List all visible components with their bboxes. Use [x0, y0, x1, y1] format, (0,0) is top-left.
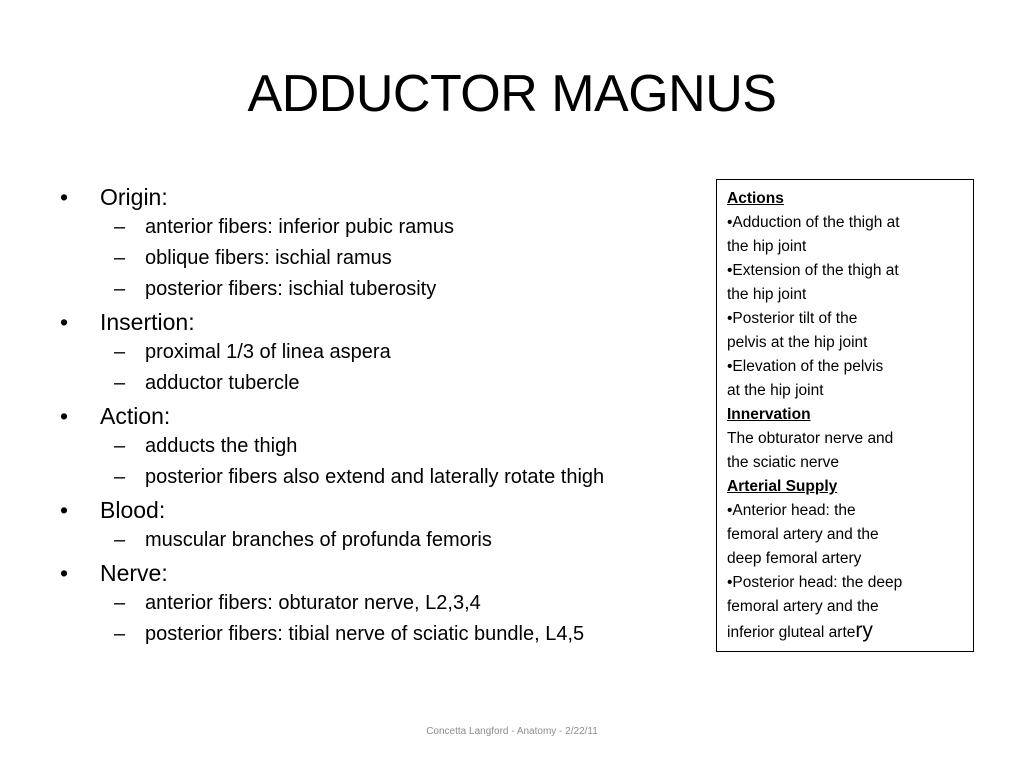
- actions-heading: Actions: [727, 190, 784, 207]
- bullet-insertion: [58, 307, 708, 337]
- sub-dash: –: [114, 278, 126, 300]
- bullet-action: [58, 401, 708, 431]
- innervation-heading: Innervation: [727, 406, 811, 423]
- sub-text: anterior fibers: obturator nerve, L2,3,4: [145, 592, 481, 614]
- sub-text: proximal 1/3 of linea aspera: [145, 341, 391, 363]
- sub-item: [58, 337, 708, 368]
- bullet-dot: •: [60, 560, 69, 586]
- bullet-dot: •: [60, 184, 69, 210]
- sub-item: [58, 212, 708, 243]
- sub-item: [58, 243, 708, 274]
- sub-dash: –: [114, 216, 126, 238]
- sub-text: posterior fibers also extend and laterally rotate thigh: [145, 466, 605, 488]
- sub-item: [58, 431, 708, 462]
- arterial-last-line-main: inferior gluteal arte: [727, 624, 856, 641]
- sub-dash: –: [114, 341, 126, 363]
- sub-item: [58, 525, 708, 556]
- bullet-label: Blood:: [100, 497, 166, 523]
- arterial-line: •Anterior head: the: [727, 502, 856, 519]
- bullet-label: Nerve:: [100, 560, 168, 586]
- sub-text: muscular branches of profunda femoris: [145, 529, 492, 551]
- arterial-last-line-tail: ry: [855, 619, 873, 642]
- arterial-line: •Posterior head: the deep: [727, 574, 903, 591]
- actions-line: pelvis at the hip joint: [727, 334, 868, 351]
- sub-text: oblique fibers: ischial ramus: [145, 247, 392, 269]
- sub-text: posterior fibers: tibial nerve of sciatic bundle, L4,5: [145, 623, 585, 645]
- bullet-nerve: [58, 558, 708, 588]
- sub-dash: –: [114, 592, 126, 614]
- actions-line: the hip joint: [727, 238, 807, 255]
- sub-dash: –: [114, 623, 126, 645]
- sub-text: posterior fibers: ischial tuberosity: [145, 278, 437, 300]
- sub-item: [58, 462, 708, 493]
- sub-item: [58, 368, 708, 399]
- arterial-supply-heading: Arterial Supply: [727, 478, 838, 495]
- actions-line: •Posterior tilt of the: [727, 310, 858, 327]
- sub-dash: –: [114, 372, 126, 394]
- sub-item: [58, 619, 708, 650]
- innervation-line: The obturator nerve and: [727, 430, 894, 447]
- sub-text: adducts the thigh: [145, 435, 298, 457]
- sub-text: anterior fibers: inferior pubic ramus: [145, 216, 455, 238]
- bullet-origin: [58, 182, 708, 212]
- bullet-list: [58, 180, 708, 650]
- bullet-blood: [58, 495, 708, 525]
- slide-footer: Concetta Langford - Anatomy - 2/22/11: [426, 726, 598, 737]
- sub-dash: –: [114, 435, 126, 457]
- actions-line: at the hip joint: [727, 382, 824, 399]
- arterial-line: femoral artery and the: [727, 526, 879, 543]
- sub-dash: –: [114, 247, 126, 269]
- info-sidebox: [716, 179, 974, 652]
- arterial-line: deep femoral artery: [727, 550, 862, 567]
- bullet-dot: •: [60, 497, 69, 523]
- bullet-dot: •: [60, 403, 69, 429]
- bullet-label: Origin:: [100, 184, 168, 210]
- actions-line: •Elevation of the pelvis: [727, 358, 884, 375]
- sub-dash: –: [114, 529, 126, 551]
- actions-line: •Adduction of the thigh at: [727, 214, 900, 231]
- sub-item: [58, 274, 708, 305]
- sub-item: [58, 588, 708, 619]
- innervation-line: the sciatic nerve: [727, 454, 839, 471]
- actions-line: the hip joint: [727, 286, 807, 303]
- sub-text: adductor tubercle: [145, 372, 300, 394]
- sub-dash: –: [114, 466, 126, 488]
- arterial-last-line: [727, 619, 963, 645]
- arterial-line: femoral artery and the: [727, 598, 879, 615]
- bullet-label: Insertion:: [100, 309, 195, 335]
- bullet-label: Action:: [100, 403, 171, 429]
- actions-line: •Extension of the thigh at: [727, 262, 899, 279]
- bullet-dot: •: [60, 309, 69, 335]
- slide-title: ADDUCTOR MAGNUS: [247, 65, 777, 123]
